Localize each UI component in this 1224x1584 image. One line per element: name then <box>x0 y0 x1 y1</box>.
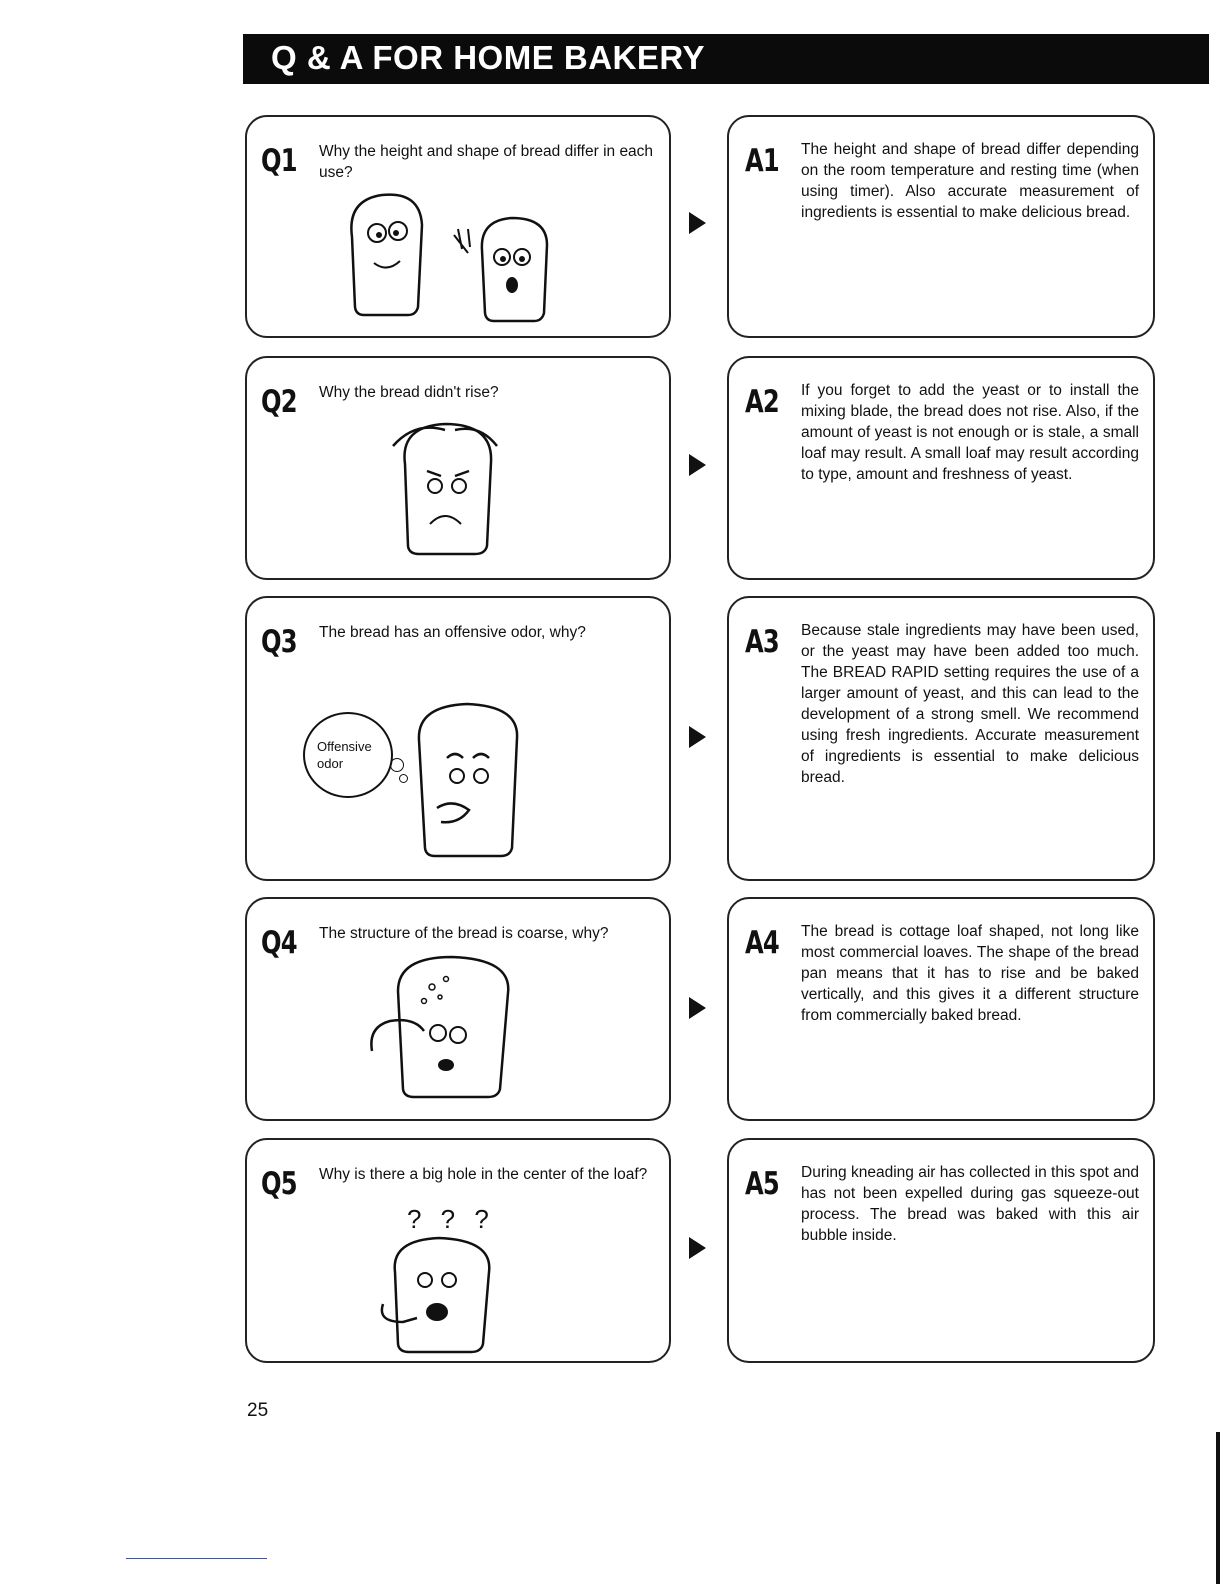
answer-box-1 <box>727 115 1155 338</box>
question-box-1 <box>245 115 671 338</box>
answer-text-5: During kneading air has collected in this spot and has not been expelled during gas squeeze-out process. The bread was baked with this air bubble inside. <box>801 1164 1139 1244</box>
worried-bread-illustration <box>375 416 535 561</box>
hole-bread-illustration <box>377 1232 507 1357</box>
question-label-1: Q1 <box>261 143 297 179</box>
answer-text-4: The bread is cottage loaf shaped, not long like most commercial loaves. The shape of the bread pan means that it has to rise and be baked vertically, and this gives it a different structure from commercially baked bread. <box>801 923 1139 1024</box>
footer-rule <box>126 1558 267 1559</box>
coarse-bread-illustration <box>362 951 532 1106</box>
answer-label-2: A2 <box>745 384 779 420</box>
answer-label-4: A4 <box>745 925 779 961</box>
question-text-4: The structure of the bread is coarse, why? <box>319 925 609 942</box>
bread-characters-illustration <box>342 185 582 330</box>
question-label-2: Q2 <box>261 384 297 420</box>
answer-label-1: A1 <box>745 143 779 179</box>
arrow-icon <box>689 997 706 1019</box>
odor-thought-bubble <box>303 712 393 798</box>
answer-text-2: If you forget to add the yeast or to install the mixing blade, the bread does not rise. Also, if the amount of yeast is not enough or is stale, a small loaf may result. A small loaf may result according to type, amount and freshness of yeast. <box>801 382 1139 483</box>
question-text-1: Why the height and shape of bread differ in each use? <box>319 143 654 181</box>
answer-text-1: The height and shape of bread differ depending on the room temperature and resting time (when using timer). Also accurate measurement of ingredients is essential to make delicious bread. <box>801 141 1139 221</box>
arrow-icon <box>689 212 706 234</box>
bubble-dot <box>390 758 404 772</box>
page-number: 25 <box>247 1400 269 1421</box>
question-text-3: The bread has an offensive odor, why? <box>319 624 586 641</box>
question-box-5 <box>245 1138 671 1363</box>
question-marks: ? ? ? <box>407 1204 495 1234</box>
question-text-2: Why the bread didn't rise? <box>319 384 499 401</box>
answer-box-3 <box>727 596 1155 881</box>
smelly-bread-illustration <box>407 698 547 863</box>
page-header <box>243 34 1209 84</box>
bubble-dot <box>399 774 408 783</box>
arrow-icon <box>689 726 706 748</box>
answer-box-4 <box>727 897 1155 1121</box>
question-box-2 <box>245 356 671 580</box>
answer-text-3: Because stale ingredients may have been used, or the yeast may have been added too much. The BREAD RAPID setting requires the use of a larger amount of yeast, and this can lead to the development of a strong smell. We recommend using fresh ingredients. Accurate measurement of ingredients is essential to make delicious bread. <box>801 622 1139 786</box>
arrow-icon <box>689 454 706 476</box>
answer-box-5 <box>727 1138 1155 1363</box>
question-text-5: Why is there a big hole in the center of the loaf? <box>319 1166 648 1183</box>
answer-box-2 <box>727 356 1155 580</box>
question-label-4: Q4 <box>261 925 297 961</box>
answer-label-3: A3 <box>745 624 779 660</box>
question-box-3 <box>245 596 671 881</box>
question-box-4 <box>245 897 671 1121</box>
answer-label-5: A5 <box>745 1166 779 1202</box>
arrow-icon <box>689 1237 706 1259</box>
page-title: Q & A FOR HOME BAKERY <box>271 39 706 76</box>
odor-bubble-text: Offensive odor <box>317 739 372 771</box>
question-label-5: Q5 <box>261 1166 297 1202</box>
question-label-3: Q3 <box>261 624 297 660</box>
scan-edge-mark <box>1216 1432 1220 1584</box>
